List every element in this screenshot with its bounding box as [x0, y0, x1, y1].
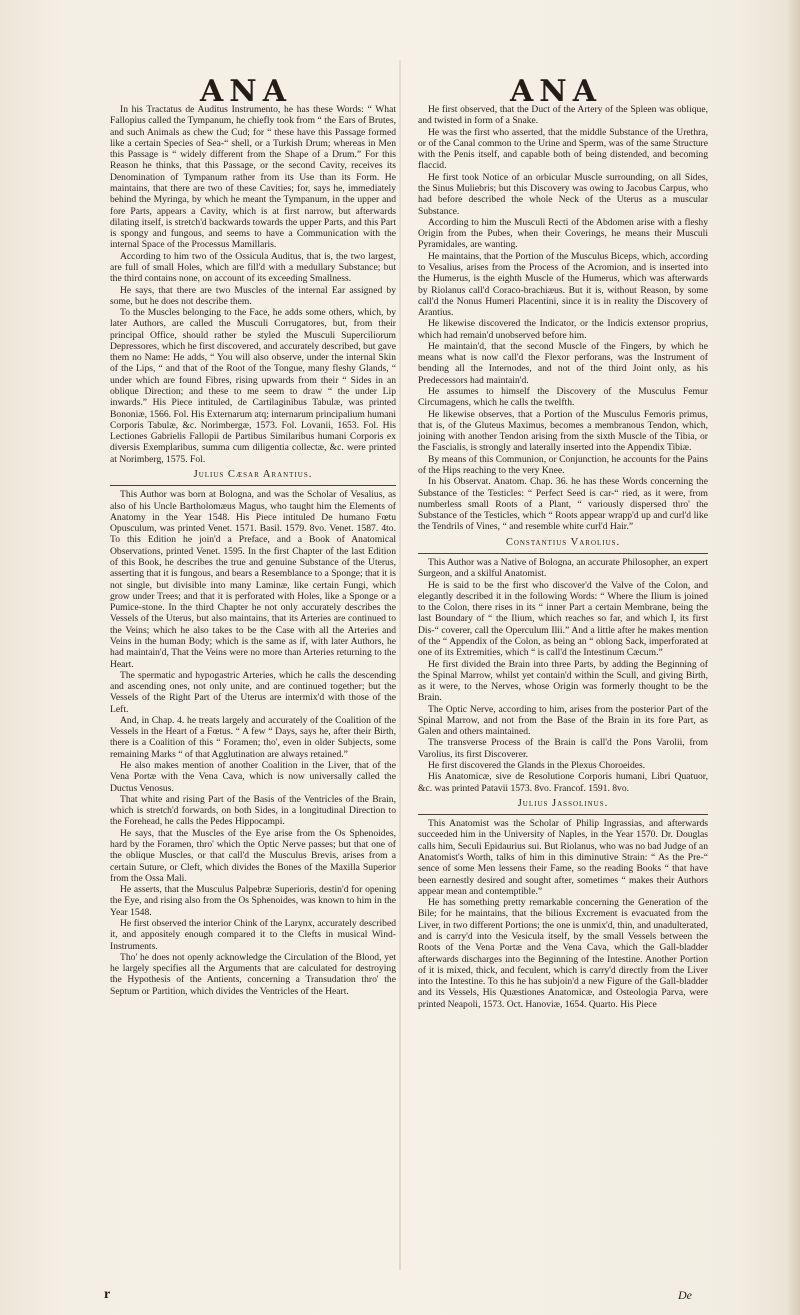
right-paragraph: He was the first who asserted, that the middle Substance of the Urethra, or of the Canal common to the Urine and Sperm, was of the same Structure with the Penis itself, and capable both of being distended, and becoming flaccid.	[418, 126, 708, 172]
catchword: De	[678, 1288, 692, 1302]
right-paragraph: He is said to be the first who discover'd the Valve of the Colon, and elegantly described it in the following Words: “ Where the Ilium is joined to the Colon, there rises in its “ inner Part a certain Membrane, being the last Boundary of “ the Ilium, which reaches so far, and which I, its first Dis-“ coverer, call the Operculum Ilii.” And a little after he makes mention of the “ Appendix of the Colon, as being an “ oblong Sack, imperforated at one of its Extremities, which “ is call'd the Intestinum Cæcum.”	[418, 579, 708, 659]
running-head-left: ANA	[200, 74, 292, 109]
right-paragraph: The transverse Process of the Brain is call'd the Pons Varolii, from Varolius, its first Discoverer.	[418, 737, 708, 760]
right-paragraph: He maintain'd, that the second Muscle of the Fingers, by which he means what is now call'd the Flexor perforans, was the Instrument of bending all the Internodes, and not of the third Joint only, as his Predecessors had maintain'd.	[418, 340, 708, 386]
section-rule	[418, 814, 708, 815]
left-paragraph: He also makes mention of another Coalition in the Liver, that of the Vena Portæ with the Vena Cava, which is now universally called the Ductus Venosus.	[110, 760, 396, 794]
left-paragraph: He says, that there are two Muscles of the internal Ear assigned by some, but he does not describe them.	[110, 284, 396, 307]
left-paragraph: He asserts, that the Musculus Palpebræ Superioris, destin'd for opening the Eye, and rising also from the Os Sphenoides, was known to him in the Year 1548.	[110, 884, 396, 918]
right-paragraph: He assumes to himself the Discovery of the Musculus Femur Circumagens, which he calls the twelfth.	[418, 386, 708, 409]
right-column	[418, 104, 708, 1010]
right-paragraph: He first took Notice of an orbicular Muscle surrounding, on all Sides, the Sinus Muliebris; but this Discovery was owing to Jacobus Carpus, who had before described the whole Neck of the Uterus as a muscular Substance.	[418, 171, 708, 217]
left-column	[110, 104, 396, 997]
right-paragraph: He has something pretty remarkable concerning the Generation of the Bile; for he maintains, that the bilious Excrement is evacuated from the Liver, in two different Portions; the one is unmix'd, thin, and unadulterated, and is carry'd into the Vesicula itself, by the small Vessels between the Roots of the Vena Portæ and the Vena Cava, which the Gall-bladder afterwards discharges into the Beginning of the Intestine. Another Portion of it is mixed, thick, and feculent, which is carry'd directly from the Liver into the Intestine. To this he has subjoin'd a new Figure of the Gall-bladder and its Vessels, His Quæstiones Anatomicæ, and Osteologia Parva, were printed Neapoli, 1573. Oct. Hanoviæ, 1654. Quarto. His Piece	[418, 897, 708, 1010]
right-paragraph: His Anatomicæ, sive de Resolutione Corporis humani, Libri Quatuor, &c. was printed Patavii 1573. 8vo. Francof. 1591. 8vo.	[418, 771, 708, 794]
section-heading: Julius Jassolinus.	[517, 797, 609, 809]
section-rule	[110, 485, 396, 486]
page-edge-shadow	[786, 0, 800, 1315]
left-paragraph: That white and rising Part of the Basis of the Ventricles of the Brain, which is stretch'd forwards, on both Sides, in a longitudinal Direction to the Forehead, he calls the Pedes Hippocampi.	[110, 793, 396, 828]
right-paragraph: He likewise discovered the Indicator, or the Indicis extensor proprius, which had remain'd unobserved before him.	[418, 318, 708, 341]
running-head-right: ANA	[510, 74, 602, 109]
left-paragraph: He says, that the Muscles of the Eye arise from the Os Sphenoides, hard by the Foramen, thro' which the Optic Nerve passes; but that one of the oblique Muscles, or that call'd the Musculus Brevis, arises from a certain Suture, or Cleft, which divides the Bones of the Maxilla Superior from the Ossa Mali.	[110, 827, 396, 884]
left-paragraph: According to him two of the Ossicula Auditus, that is, the two largest, are full of small Holes, which are fill'd with a medullary Substance; but the third contains none, on account of its exceeding Smallness.	[110, 250, 396, 285]
right-paragraph: He maintains, that the Portion of the Musculus Biceps, which, according to Vesalius, arises from the Process of the Acromion, and is inserted into the Humerus, is the eighth Muscle of the Humerus, which was afterwards by Riolanus call'd Coraco-brachiæus. But it is, without Reason, by some call'd the Nonus Humeri Placentini, since it is in reality the Discovery of Arantius.	[418, 250, 708, 319]
left-paragraph: And, in Chap. 4. he treats largely and accurately of the Coalition of the Vessels in the Heart of a Fœtus. “ A few “ Days, says he, after their Birth, there is a Coalition of this “ Foramen; tho', even in older Subjects, some remaining Marks “ of that Agglutination are always retained.”	[110, 714, 396, 760]
section-heading: Constantius Varolius.	[505, 536, 621, 548]
section-rule	[418, 553, 708, 554]
center-gutter	[399, 60, 401, 1270]
right-paragraph: He first observed, that the Duct of the Artery of the Spleen was oblique, and twisted in form of a Snake.	[418, 104, 708, 127]
left-paragraph: The spermatic and hypogastric Arteries, which he calls the descending and ascending ones, not only unite, and are continued together; but the Vessels of the Right Part of the Uterus are intermix'd with those of the Left.	[110, 669, 396, 715]
signature-mark: r	[104, 1287, 111, 1302]
right-paragraph: He first discovered the Glands in the Plexus Choroeides.	[428, 760, 646, 772]
right-paragraph: The Optic Nerve, according to him, arises from the posterior Part of the Spinal Marrow, and not from the Base of the Brain in its fore Part, as Galen and others maintained.	[418, 703, 708, 738]
left-paragraph: He first observed the interior Chink of the Larynx, accurately described it, and appositely enough compared it to the Clefts in musical Wind-Instruments.	[110, 917, 396, 952]
right-paragraph: In his Observat. Anatom. Chap. 36. he has these Words concerning the Substance of the Testicles: “ Perfect Seed is car-“ ried, as it were, from numberless small Roots of a Plant, “ variously dispersed thro' the Substance of the Testicles, which “ Roots appear wrapp'd up and curl'd like the Tendrils of Vines, “ and resemble white curl'd Hair.”	[418, 476, 708, 533]
right-paragraph: This Anatomist was the Scholar of Philip Ingrassias, and afterwards succeeded him in the University of Naples, in the Year 1570. Dr. Douglas calls him, Seculi Epidaurius sui. But Riolanus, who was no bad Judge of an Anatomist's Worth, talks of him in this diminutive Strain: “ As the Pre-“ sence of some Men lessens their Fame, so the reading Books “ that have been earnestly desired and sought after, sometimes “ makes their Authors appear mean and contemptible.”	[418, 818, 708, 897]
right-paragraph: According to him the Musculi Recti of the Abdomen arise with a fleshy Origin from the Pubes, when their Coverings, he means their Musculi Pyramidales, are wanting.	[418, 216, 708, 251]
section-heading: Julius Cæsar Arantius.	[193, 469, 313, 480]
right-paragraph: By means of this Communion, or Conjunction, he accounts for the Pains of the Hips reaching to the very Knee.	[418, 453, 708, 476]
right-paragraph: He first divided the Brain into three Parts, by adding the Beginning of the Spinal Marrow, whilst yet contain'd within the Scull, and giving Birth, as it were, to the Nerves, whose Origin was formerly thought to be the Brain.	[418, 658, 708, 704]
left-paragraph: Tho' he does not openly acknowledge the Circulation of the Blood, yet he largely specifies all the Arguments that are calculated for destroying the Hypothesis of the Antients, concerning a Transudation thro' the Septum or Partition, which divides the Ventricles of the Heart.	[110, 951, 396, 997]
left-paragraph: In his Tractatus de Auditus Instrumento, he has these Words: “ What Fallopius called the Tympanum, he chiefly took from “ the Ears of Brutes, and such Animals as chew the Cud; for “ these have this Passage formed like a certain Species of Sea-“ shell, or a Turkish Drum; whereas in Men this Passage is “ widely different from the Shape of a Drum.” For this Reason he thinks, that this Passage, or the second Cavity, receives its Denomination of Tympanum rather from its Use than its Form. He maintains, that there are two of these Cavities; for, says he, immediately behind the Myringa, by which he meant the Tympanum, in the upper and fore Parts, appears a Cavity, which is at first narrow, but afterwards dilating itself, is stretch'd backwards towards the upper Parts, and this Part is spongy and fungous, and seems to have a Communication with the internal Space of the Processus Mamillaris.	[110, 104, 396, 251]
right-paragraph: He likewise observes, that a Portion of the Musculus Femoris primus, that is, of the Gluteus Maximus, becomes a membranous Tendon, which, joining with another Tendon arising from the sixth Muscle of the Tibia, or the Fascialis, is strongly and laterally inserted into the Appendix Tibiæ.	[418, 408, 708, 454]
left-paragraph: This Author was born at Bologna, and was the Scholar of Vesalius, as also of his Uncle Bartholomæus Magus, who taught him the Elements of Anatomy in the Year 1548. His Piece intituled De humano Fœtu Opusculum, was printed Venet. 1571. Basil. 1579. 8vo. Venet. 1587. 4to. To this Edition he join'd a Preface, and a Book of Anatomical Observations, printed Venet. 1595. In the first Chapter of the last Edition of this Book, he describes the true and genuine Substance of the Uterus, asserting that it is fungous, and bears a Resemblance to a Sponge; that it is not single, but divisible into many Laminæ, like certain Fungi, which grow under Trees; and that it is perforated with Holes, like a Sponge or a Pumice-stone. In the third Chapter he not only accurately describes the Vessels of the Uterus, but also maintains, that its Arteries are continued to the Veins; which he also takes to be the Case with all the Arteries and Veins in the human Body; which is the same as if, with later Authors, he had maintain'd, That the Veins were no more than Arteries returning to the Heart.	[110, 489, 396, 670]
right-paragraph: This Author was a Native of Bologna, an accurate Philosopher, an expert Surgeon, and a skilful Anatomist.	[418, 556, 708, 580]
left-paragraph: To the Muscles belonging to the Face, he adds some others, which, by later Authors, are called the Musculi Corrugatores, but, from their principal Office, should rather be styled the Musculi Superciliorum Depressores, which he first discovered, and accurately described, but gave them no Name: He adds, “ You will also observe, under the internal Skin of the Lips, “ and that of the Root of the Tongue, many fleshy Glands, “ under which are found Fibres, rising upwards from their “ Sides in an oblique Direction; and these to me seem to draw “ the under Lip inwards.” His Piece intituled, de Cartilaginibus Tabulæ, was printed Bononiæ, 1566. Fol. His Externarum atq; internarum principalium humani Corporis Tabulæ, &c. Norimbergæ, 1573. Fol. Lovanii, 1653. Fol. His Lectiones Gabrielis Fallopii de Partibus Similaribus humani Corporis ex diversis Exemplaribus, summa cum diligentia collectæ, &c. were printed at Norimberg, 1575. Fol.	[110, 307, 396, 465]
